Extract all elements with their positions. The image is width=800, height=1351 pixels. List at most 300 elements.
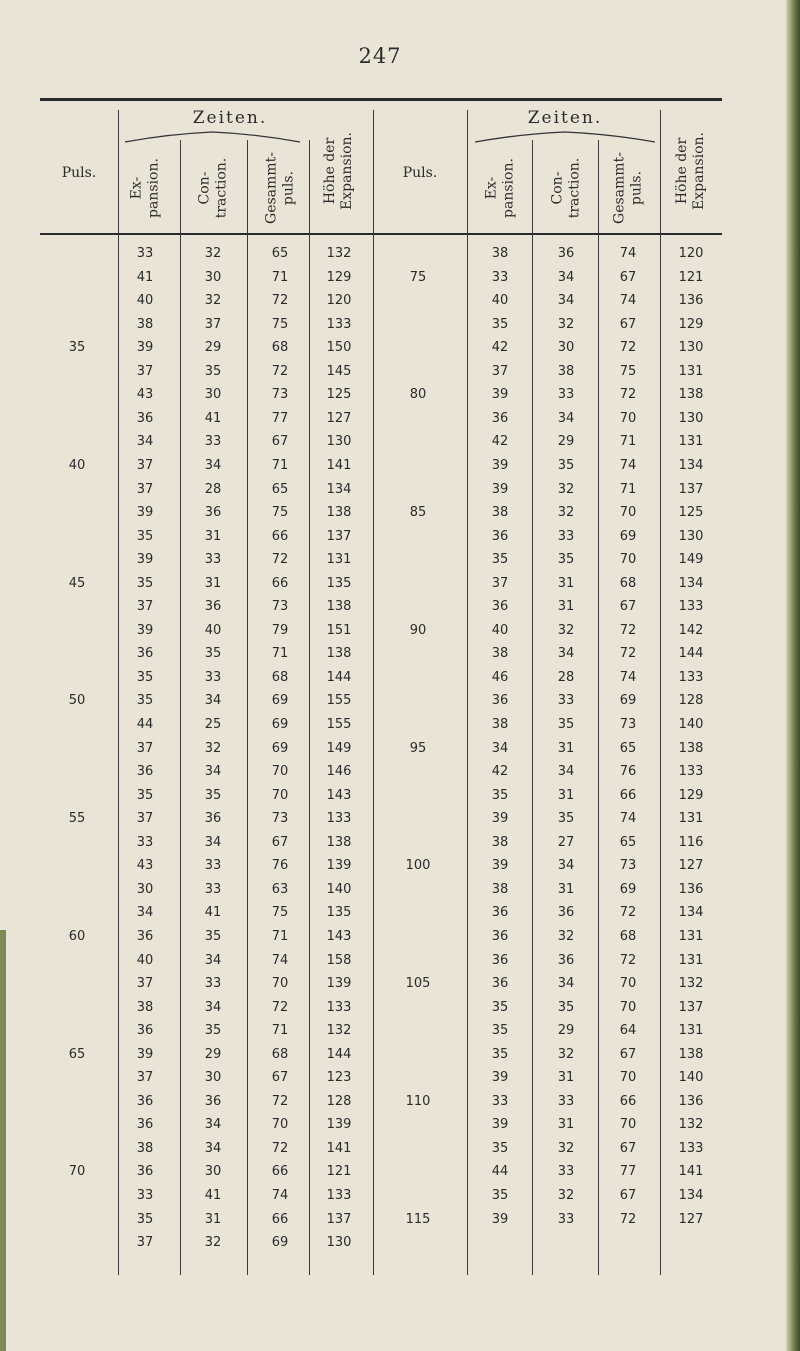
expansion-cell: 33 bbox=[136, 834, 154, 850]
gesammtpuls-cell: 70 bbox=[619, 552, 637, 568]
expansion-cell: 36 bbox=[491, 976, 509, 992]
expansion-cell: 38 bbox=[491, 646, 509, 662]
gesammtpuls-cell: 74 bbox=[619, 246, 637, 261]
hoehe-cell: 134 bbox=[678, 905, 704, 921]
expansion-cell: 33 bbox=[491, 269, 509, 285]
hoehe-cell: 151 bbox=[326, 622, 352, 638]
expansion-cell: 35 bbox=[491, 552, 509, 568]
hoehe-cell: 138 bbox=[326, 599, 352, 615]
gesammtpuls-cell: 72 bbox=[619, 622, 637, 638]
expansion-cell: 37 bbox=[136, 976, 154, 992]
expansion-cell: 36 bbox=[491, 528, 509, 544]
expansion-cell: 38 bbox=[491, 717, 509, 732]
expansion-cell: 35 bbox=[491, 1188, 509, 1203]
page-number: 247 bbox=[358, 44, 402, 68]
hoehe-cell: 127 bbox=[326, 410, 352, 426]
contraction-cell: 32 bbox=[557, 1188, 575, 1203]
contraction-cell: 31 bbox=[204, 528, 222, 544]
column-divider bbox=[309, 140, 310, 1275]
column-divider bbox=[467, 110, 468, 1275]
contraction-cell: 38 bbox=[557, 363, 575, 379]
expansion-cell: 38 bbox=[491, 505, 509, 521]
hoehe-cell: 129 bbox=[678, 787, 704, 803]
gesammtpuls-cell: 73 bbox=[271, 387, 289, 403]
expansion-cell: 39 bbox=[491, 457, 509, 473]
gesammtpuls-cell: 66 bbox=[271, 528, 289, 544]
expansion-cell: 35 bbox=[136, 1211, 154, 1227]
gesammtpuls-cell: 74 bbox=[619, 457, 637, 473]
hoehe-cell: 155 bbox=[326, 693, 352, 709]
contraction-cell: 36 bbox=[204, 599, 222, 615]
expansion-cell: 39 bbox=[136, 340, 154, 356]
gesammtpuls-cell: 72 bbox=[619, 340, 637, 356]
contraction-cell: 32 bbox=[204, 1235, 222, 1251]
contraction-cell: 31 bbox=[557, 740, 575, 756]
expansion-cell: 36 bbox=[491, 905, 509, 921]
contraction-cell: 34 bbox=[204, 693, 222, 709]
contraction-cell: 32 bbox=[557, 505, 575, 521]
contraction-cell: 35 bbox=[557, 811, 575, 827]
gesammtpuls-cell: 70 bbox=[271, 1117, 289, 1133]
hoehe-cell: 133 bbox=[326, 999, 352, 1015]
hoehe-cell: 140 bbox=[678, 1070, 704, 1086]
hoehe-header-right: Höhe der Expansion. bbox=[674, 132, 707, 210]
gesammtpuls-cell: 72 bbox=[271, 1140, 289, 1156]
hoehe-cell: 129 bbox=[326, 269, 352, 285]
contraction-cell: 33 bbox=[557, 528, 575, 544]
contraction-cell: 32 bbox=[557, 481, 575, 497]
hoehe-cell: 146 bbox=[326, 764, 352, 780]
contraction-cell: 30 bbox=[204, 1070, 222, 1086]
contraction-cell: 34 bbox=[204, 834, 222, 850]
expansion-cell: 37 bbox=[491, 575, 509, 591]
contraction-cell: 30 bbox=[557, 340, 575, 356]
hoehe-cell: 134 bbox=[678, 575, 704, 591]
puls-value: 50 bbox=[68, 693, 86, 709]
contraction-cell: 33 bbox=[204, 881, 222, 897]
contraction-cell: 36 bbox=[557, 905, 575, 921]
contraction-cell: 31 bbox=[557, 1070, 575, 1086]
column-divider bbox=[373, 110, 374, 1275]
expansion-cell: 38 bbox=[136, 1140, 154, 1156]
gesammtpuls-cell: 65 bbox=[619, 740, 637, 756]
hoehe-cell: 128 bbox=[326, 1093, 352, 1109]
expansion-cell: 40 bbox=[136, 293, 154, 309]
contraction-cell: 36 bbox=[204, 1093, 222, 1109]
contraction-cell: 35 bbox=[204, 787, 222, 803]
expansion-cell: 44 bbox=[491, 1164, 509, 1180]
puls-value: 90 bbox=[409, 622, 427, 638]
expansion-cell: 43 bbox=[136, 858, 154, 874]
hoehe-cell: 138 bbox=[326, 505, 352, 521]
gesammtpuls-cell: 75 bbox=[619, 363, 637, 379]
expansion-cell: 36 bbox=[491, 693, 509, 709]
contraction-cell: 34 bbox=[204, 999, 222, 1015]
expansion-cell: 35 bbox=[491, 316, 509, 332]
contraction-cell: 40 bbox=[204, 622, 222, 638]
expansion-cell: 38 bbox=[136, 316, 154, 332]
gesammtpuls-cell: 79 bbox=[271, 622, 289, 638]
gesammtpuls-cell: 69 bbox=[619, 528, 637, 544]
hoehe-cell: 123 bbox=[326, 1070, 352, 1086]
gesammtpuls-cell: 70 bbox=[619, 1117, 637, 1133]
contraction-cell: 30 bbox=[204, 1164, 222, 1180]
puls-value: 60 bbox=[68, 928, 86, 944]
gesammtpuls-cell: 64 bbox=[619, 1023, 637, 1039]
contraction-cell: 33 bbox=[204, 858, 222, 874]
hoehe-cell: 149 bbox=[326, 740, 352, 756]
zeiten-right-label: Zeiten. bbox=[527, 108, 603, 128]
hoehe-cell: 141 bbox=[678, 1164, 704, 1180]
hoehe-cell: 149 bbox=[678, 552, 704, 568]
expansion-cell: 39 bbox=[136, 622, 154, 638]
gesammtpuls-cell: 74 bbox=[619, 293, 637, 309]
contraction-cell: 31 bbox=[557, 599, 575, 615]
hoehe-cell: 135 bbox=[326, 905, 352, 921]
contraction-cell: 34 bbox=[204, 952, 222, 968]
page-edge-right bbox=[786, 0, 800, 1351]
contraction-cell: 34 bbox=[204, 1117, 222, 1133]
contraction-cell: 33 bbox=[204, 669, 222, 685]
hoehe-cell: 139 bbox=[326, 976, 352, 992]
expansion-cell: 36 bbox=[136, 646, 154, 662]
contraction-cell: 31 bbox=[204, 575, 222, 591]
hoehe-cell: 125 bbox=[326, 387, 352, 403]
gesammtpuls-cell: 77 bbox=[619, 1164, 637, 1180]
expansion-header-right: Ex- pansion. bbox=[483, 157, 516, 218]
expansion-cell: 33 bbox=[136, 246, 154, 261]
hoehe-cell: 134 bbox=[678, 457, 704, 473]
expansion-cell: 35 bbox=[136, 787, 154, 803]
contraction-cell: 34 bbox=[557, 646, 575, 662]
expansion-cell: 36 bbox=[491, 952, 509, 968]
gesammtpuls-cell: 69 bbox=[271, 693, 289, 709]
puls-value: 105 bbox=[405, 976, 431, 992]
gesammtpuls-cell: 65 bbox=[619, 834, 637, 850]
expansion-cell: 35 bbox=[136, 693, 154, 709]
contraction-cell: 35 bbox=[204, 1023, 222, 1039]
hoehe-cell: 137 bbox=[678, 481, 704, 497]
hoehe-cell: 132 bbox=[326, 246, 352, 261]
puls-header-right: Puls. bbox=[402, 165, 438, 181]
expansion-cell: 40 bbox=[491, 622, 509, 638]
expansion-cell: 34 bbox=[491, 740, 509, 756]
contraction-cell: 33 bbox=[557, 1164, 575, 1180]
hoehe-cell: 129 bbox=[678, 316, 704, 332]
gesammtpuls-cell: 70 bbox=[619, 1070, 637, 1086]
contraction-cell: 34 bbox=[557, 764, 575, 780]
contraction-cell: 41 bbox=[204, 1188, 222, 1203]
contraction-cell: 32 bbox=[557, 316, 575, 332]
expansion-cell: 35 bbox=[136, 669, 154, 685]
expansion-cell: 35 bbox=[491, 999, 509, 1015]
contraction-cell: 34 bbox=[557, 858, 575, 874]
contraction-cell: 33 bbox=[204, 976, 222, 992]
hoehe-cell: 125 bbox=[678, 505, 704, 521]
contraction-header-right: Con- traction. bbox=[549, 157, 582, 218]
gesammtpuls-cell: 67 bbox=[271, 1070, 289, 1086]
contraction-cell: 41 bbox=[204, 905, 222, 921]
column-divider bbox=[598, 140, 599, 1275]
expansion-cell: 39 bbox=[491, 387, 509, 403]
gesammtpuls-cell: 70 bbox=[619, 410, 637, 426]
gesammtpuls-cell: 74 bbox=[619, 669, 637, 685]
contraction-cell: 31 bbox=[557, 881, 575, 897]
expansion-cell: 36 bbox=[136, 764, 154, 780]
hoehe-cell: 134 bbox=[678, 1188, 704, 1203]
puls-value: 55 bbox=[68, 811, 86, 827]
expansion-cell: 37 bbox=[136, 1235, 154, 1251]
group-brace bbox=[125, 130, 300, 144]
expansion-cell: 37 bbox=[136, 363, 154, 379]
hoehe-cell: 133 bbox=[326, 1188, 352, 1203]
gesammtpuls-cell: 68 bbox=[271, 340, 289, 356]
gesammtpuls-cell: 69 bbox=[619, 881, 637, 897]
puls-value: 80 bbox=[409, 387, 427, 403]
puls-value: 85 bbox=[409, 505, 427, 521]
hoehe-cell: 133 bbox=[678, 669, 704, 685]
hoehe-cell: 138 bbox=[326, 834, 352, 850]
gesammtpuls-cell: 66 bbox=[271, 575, 289, 591]
hoehe-cell: 136 bbox=[678, 1093, 704, 1109]
contraction-cell: 34 bbox=[204, 457, 222, 473]
expansion-cell: 37 bbox=[136, 457, 154, 473]
hoehe-cell: 137 bbox=[678, 999, 704, 1015]
gesammtpuls-cell: 71 bbox=[271, 457, 289, 473]
hoehe-cell: 141 bbox=[326, 457, 352, 473]
hoehe-cell: 135 bbox=[326, 575, 352, 591]
gesammtpuls-header-right: Gesammt- puls. bbox=[611, 151, 644, 224]
contraction-cell: 29 bbox=[557, 434, 575, 450]
contraction-cell: 30 bbox=[204, 387, 222, 403]
hoehe-cell: 132 bbox=[326, 1023, 352, 1039]
gesammtpuls-cell: 71 bbox=[271, 928, 289, 944]
expansion-cell: 36 bbox=[136, 1023, 154, 1039]
contraction-cell: 32 bbox=[557, 1140, 575, 1156]
puls-value: 115 bbox=[405, 1211, 431, 1227]
gesammtpuls-cell: 63 bbox=[271, 881, 289, 897]
contraction-cell: 37 bbox=[204, 316, 222, 332]
contraction-cell: 35 bbox=[557, 999, 575, 1015]
hoehe-cell: 120 bbox=[326, 293, 352, 309]
hoehe-cell: 130 bbox=[678, 340, 704, 356]
hoehe-cell: 145 bbox=[326, 363, 352, 379]
gesammtpuls-cell: 67 bbox=[619, 1046, 637, 1062]
hoehe-cell: 144 bbox=[326, 669, 352, 685]
gesammtpuls-cell: 68 bbox=[271, 1046, 289, 1062]
gesammtpuls-cell: 74 bbox=[271, 1188, 289, 1203]
contraction-cell: 35 bbox=[204, 928, 222, 944]
hoehe-cell: 127 bbox=[678, 858, 704, 874]
expansion-cell: 36 bbox=[136, 1164, 154, 1180]
expansion-cell: 36 bbox=[491, 410, 509, 426]
contraction-cell: 29 bbox=[204, 1046, 222, 1062]
contraction-cell: 33 bbox=[557, 1093, 575, 1109]
gesammtpuls-cell: 71 bbox=[619, 481, 637, 497]
contraction-cell: 36 bbox=[204, 505, 222, 521]
gesammtpuls-cell: 75 bbox=[271, 905, 289, 921]
gesammtpuls-cell: 73 bbox=[271, 811, 289, 827]
gesammtpuls-cell: 72 bbox=[271, 293, 289, 309]
gesammtpuls-cell: 75 bbox=[271, 505, 289, 521]
contraction-cell: 33 bbox=[557, 1211, 575, 1227]
hoehe-cell: 120 bbox=[678, 246, 704, 261]
expansion-cell: 37 bbox=[136, 740, 154, 756]
expansion-cell: 37 bbox=[136, 1070, 154, 1086]
hoehe-cell: 140 bbox=[326, 881, 352, 897]
gesammtpuls-cell: 72 bbox=[271, 999, 289, 1015]
expansion-cell: 39 bbox=[491, 1211, 509, 1227]
expansion-cell: 39 bbox=[491, 481, 509, 497]
gesammtpuls-cell: 70 bbox=[619, 976, 637, 992]
contraction-cell: 29 bbox=[204, 340, 222, 356]
hoehe-cell: 131 bbox=[326, 552, 352, 568]
contraction-cell: 35 bbox=[557, 717, 575, 732]
gesammtpuls-cell: 66 bbox=[271, 1211, 289, 1227]
contraction-cell: 32 bbox=[557, 1046, 575, 1062]
contraction-cell: 32 bbox=[204, 293, 222, 309]
gesammtpuls-cell: 66 bbox=[619, 1093, 637, 1109]
gesammtpuls-cell: 70 bbox=[619, 999, 637, 1015]
hoehe-cell: 144 bbox=[326, 1046, 352, 1062]
expansion-cell: 41 bbox=[136, 269, 154, 285]
contraction-cell: 30 bbox=[204, 269, 222, 285]
expansion-cell: 37 bbox=[136, 811, 154, 827]
expansion-cell: 46 bbox=[491, 669, 509, 685]
gesammtpuls-cell: 65 bbox=[271, 246, 289, 261]
hoehe-cell: 130 bbox=[678, 528, 704, 544]
puls-header-left: Puls. bbox=[61, 165, 97, 181]
gesammtpuls-cell: 69 bbox=[271, 1235, 289, 1251]
gesammtpuls-cell: 75 bbox=[271, 316, 289, 332]
hoehe-cell: 132 bbox=[678, 976, 704, 992]
zeiten-left-label: Zeiten. bbox=[192, 108, 268, 128]
hoehe-cell: 131 bbox=[678, 928, 704, 944]
hoehe-cell: 131 bbox=[678, 434, 704, 450]
contraction-cell: 29 bbox=[557, 1023, 575, 1039]
expansion-cell: 34 bbox=[136, 905, 154, 921]
page-edge-left bbox=[0, 930, 6, 1351]
gesammtpuls-cell: 72 bbox=[619, 1211, 637, 1227]
gesammtpuls-cell: 72 bbox=[271, 1093, 289, 1109]
hoehe-cell: 130 bbox=[326, 1235, 352, 1251]
hoehe-cell: 150 bbox=[326, 340, 352, 356]
column-divider bbox=[180, 140, 181, 1275]
gesammtpuls-cell: 76 bbox=[619, 764, 637, 780]
expansion-cell: 39 bbox=[491, 811, 509, 827]
expansion-cell: 42 bbox=[491, 764, 509, 780]
expansion-cell: 42 bbox=[491, 340, 509, 356]
hoehe-cell: 131 bbox=[678, 952, 704, 968]
expansion-cell: 35 bbox=[491, 1046, 509, 1062]
expansion-cell: 35 bbox=[491, 787, 509, 803]
gesammtpuls-cell: 69 bbox=[271, 740, 289, 756]
group-brace bbox=[475, 130, 655, 144]
contraction-cell: 32 bbox=[204, 246, 222, 261]
expansion-cell: 35 bbox=[491, 1023, 509, 1039]
hoehe-cell: 136 bbox=[678, 881, 704, 897]
expansion-cell: 36 bbox=[136, 410, 154, 426]
column-divider bbox=[532, 140, 533, 1275]
hoehe-cell: 121 bbox=[326, 1164, 352, 1180]
puls-value: 110 bbox=[405, 1093, 431, 1109]
gesammtpuls-cell: 72 bbox=[271, 363, 289, 379]
contraction-cell: 28 bbox=[204, 481, 222, 497]
contraction-cell: 35 bbox=[557, 552, 575, 568]
gesammtpuls-cell: 70 bbox=[271, 764, 289, 780]
contraction-cell: 36 bbox=[204, 811, 222, 827]
contraction-header-left: Con- traction. bbox=[196, 157, 229, 218]
expansion-cell: 38 bbox=[491, 834, 509, 850]
hoehe-cell: 143 bbox=[326, 928, 352, 944]
hoehe-cell: 130 bbox=[326, 434, 352, 450]
expansion-cell: 36 bbox=[491, 928, 509, 944]
expansion-cell: 44 bbox=[136, 717, 154, 732]
expansion-cell: 39 bbox=[491, 1117, 509, 1133]
gesammtpuls-cell: 68 bbox=[619, 928, 637, 944]
contraction-cell: 31 bbox=[557, 575, 575, 591]
expansion-cell: 40 bbox=[136, 952, 154, 968]
hoehe-cell: 138 bbox=[678, 1046, 704, 1062]
header-rule bbox=[40, 233, 722, 235]
expansion-cell: 36 bbox=[136, 1093, 154, 1109]
gesammtpuls-cell: 67 bbox=[619, 1140, 637, 1156]
hoehe-cell: 138 bbox=[678, 740, 704, 756]
gesammtpuls-cell: 66 bbox=[271, 1164, 289, 1180]
expansion-cell: 40 bbox=[491, 293, 509, 309]
gesammtpuls-cell: 67 bbox=[619, 269, 637, 285]
hoehe-cell: 131 bbox=[678, 1023, 704, 1039]
expansion-cell: 36 bbox=[136, 1117, 154, 1133]
contraction-cell: 31 bbox=[204, 1211, 222, 1227]
gesammtpuls-cell: 70 bbox=[619, 505, 637, 521]
gesammtpuls-cell: 71 bbox=[271, 646, 289, 662]
contraction-cell: 28 bbox=[557, 669, 575, 685]
hoehe-cell: 131 bbox=[678, 811, 704, 827]
gesammtpuls-cell: 71 bbox=[619, 434, 637, 450]
hoehe-header-left: Höhe der Expansion. bbox=[322, 132, 355, 210]
expansion-cell: 33 bbox=[136, 1188, 154, 1203]
contraction-cell: 32 bbox=[557, 928, 575, 944]
gesammtpuls-cell: 77 bbox=[271, 410, 289, 426]
gesammtpuls-cell: 69 bbox=[619, 693, 637, 709]
expansion-cell: 39 bbox=[136, 552, 154, 568]
gesammtpuls-cell: 72 bbox=[619, 905, 637, 921]
gesammtpuls-cell: 74 bbox=[271, 952, 289, 968]
hoehe-cell: 134 bbox=[326, 481, 352, 497]
gesammtpuls-cell: 74 bbox=[619, 811, 637, 827]
expansion-cell: 38 bbox=[491, 881, 509, 897]
puls-value: 40 bbox=[68, 457, 86, 473]
puls-value: 75 bbox=[409, 269, 427, 285]
contraction-cell: 34 bbox=[557, 269, 575, 285]
expansion-cell: 30 bbox=[136, 881, 154, 897]
hoehe-cell: 133 bbox=[678, 764, 704, 780]
contraction-cell: 34 bbox=[557, 410, 575, 426]
hoehe-cell: 128 bbox=[678, 693, 704, 709]
hoehe-cell: 139 bbox=[326, 1117, 352, 1133]
gesammtpuls-cell: 70 bbox=[271, 976, 289, 992]
expansion-cell: 43 bbox=[136, 387, 154, 403]
hoehe-cell: 116 bbox=[678, 834, 704, 850]
top-rule bbox=[40, 98, 722, 101]
column-divider bbox=[660, 110, 661, 1275]
hoehe-cell: 133 bbox=[678, 1140, 704, 1156]
hoehe-cell: 137 bbox=[326, 1211, 352, 1227]
contraction-cell: 31 bbox=[557, 1117, 575, 1133]
gesammtpuls-cell: 76 bbox=[271, 858, 289, 874]
expansion-cell: 37 bbox=[491, 363, 509, 379]
